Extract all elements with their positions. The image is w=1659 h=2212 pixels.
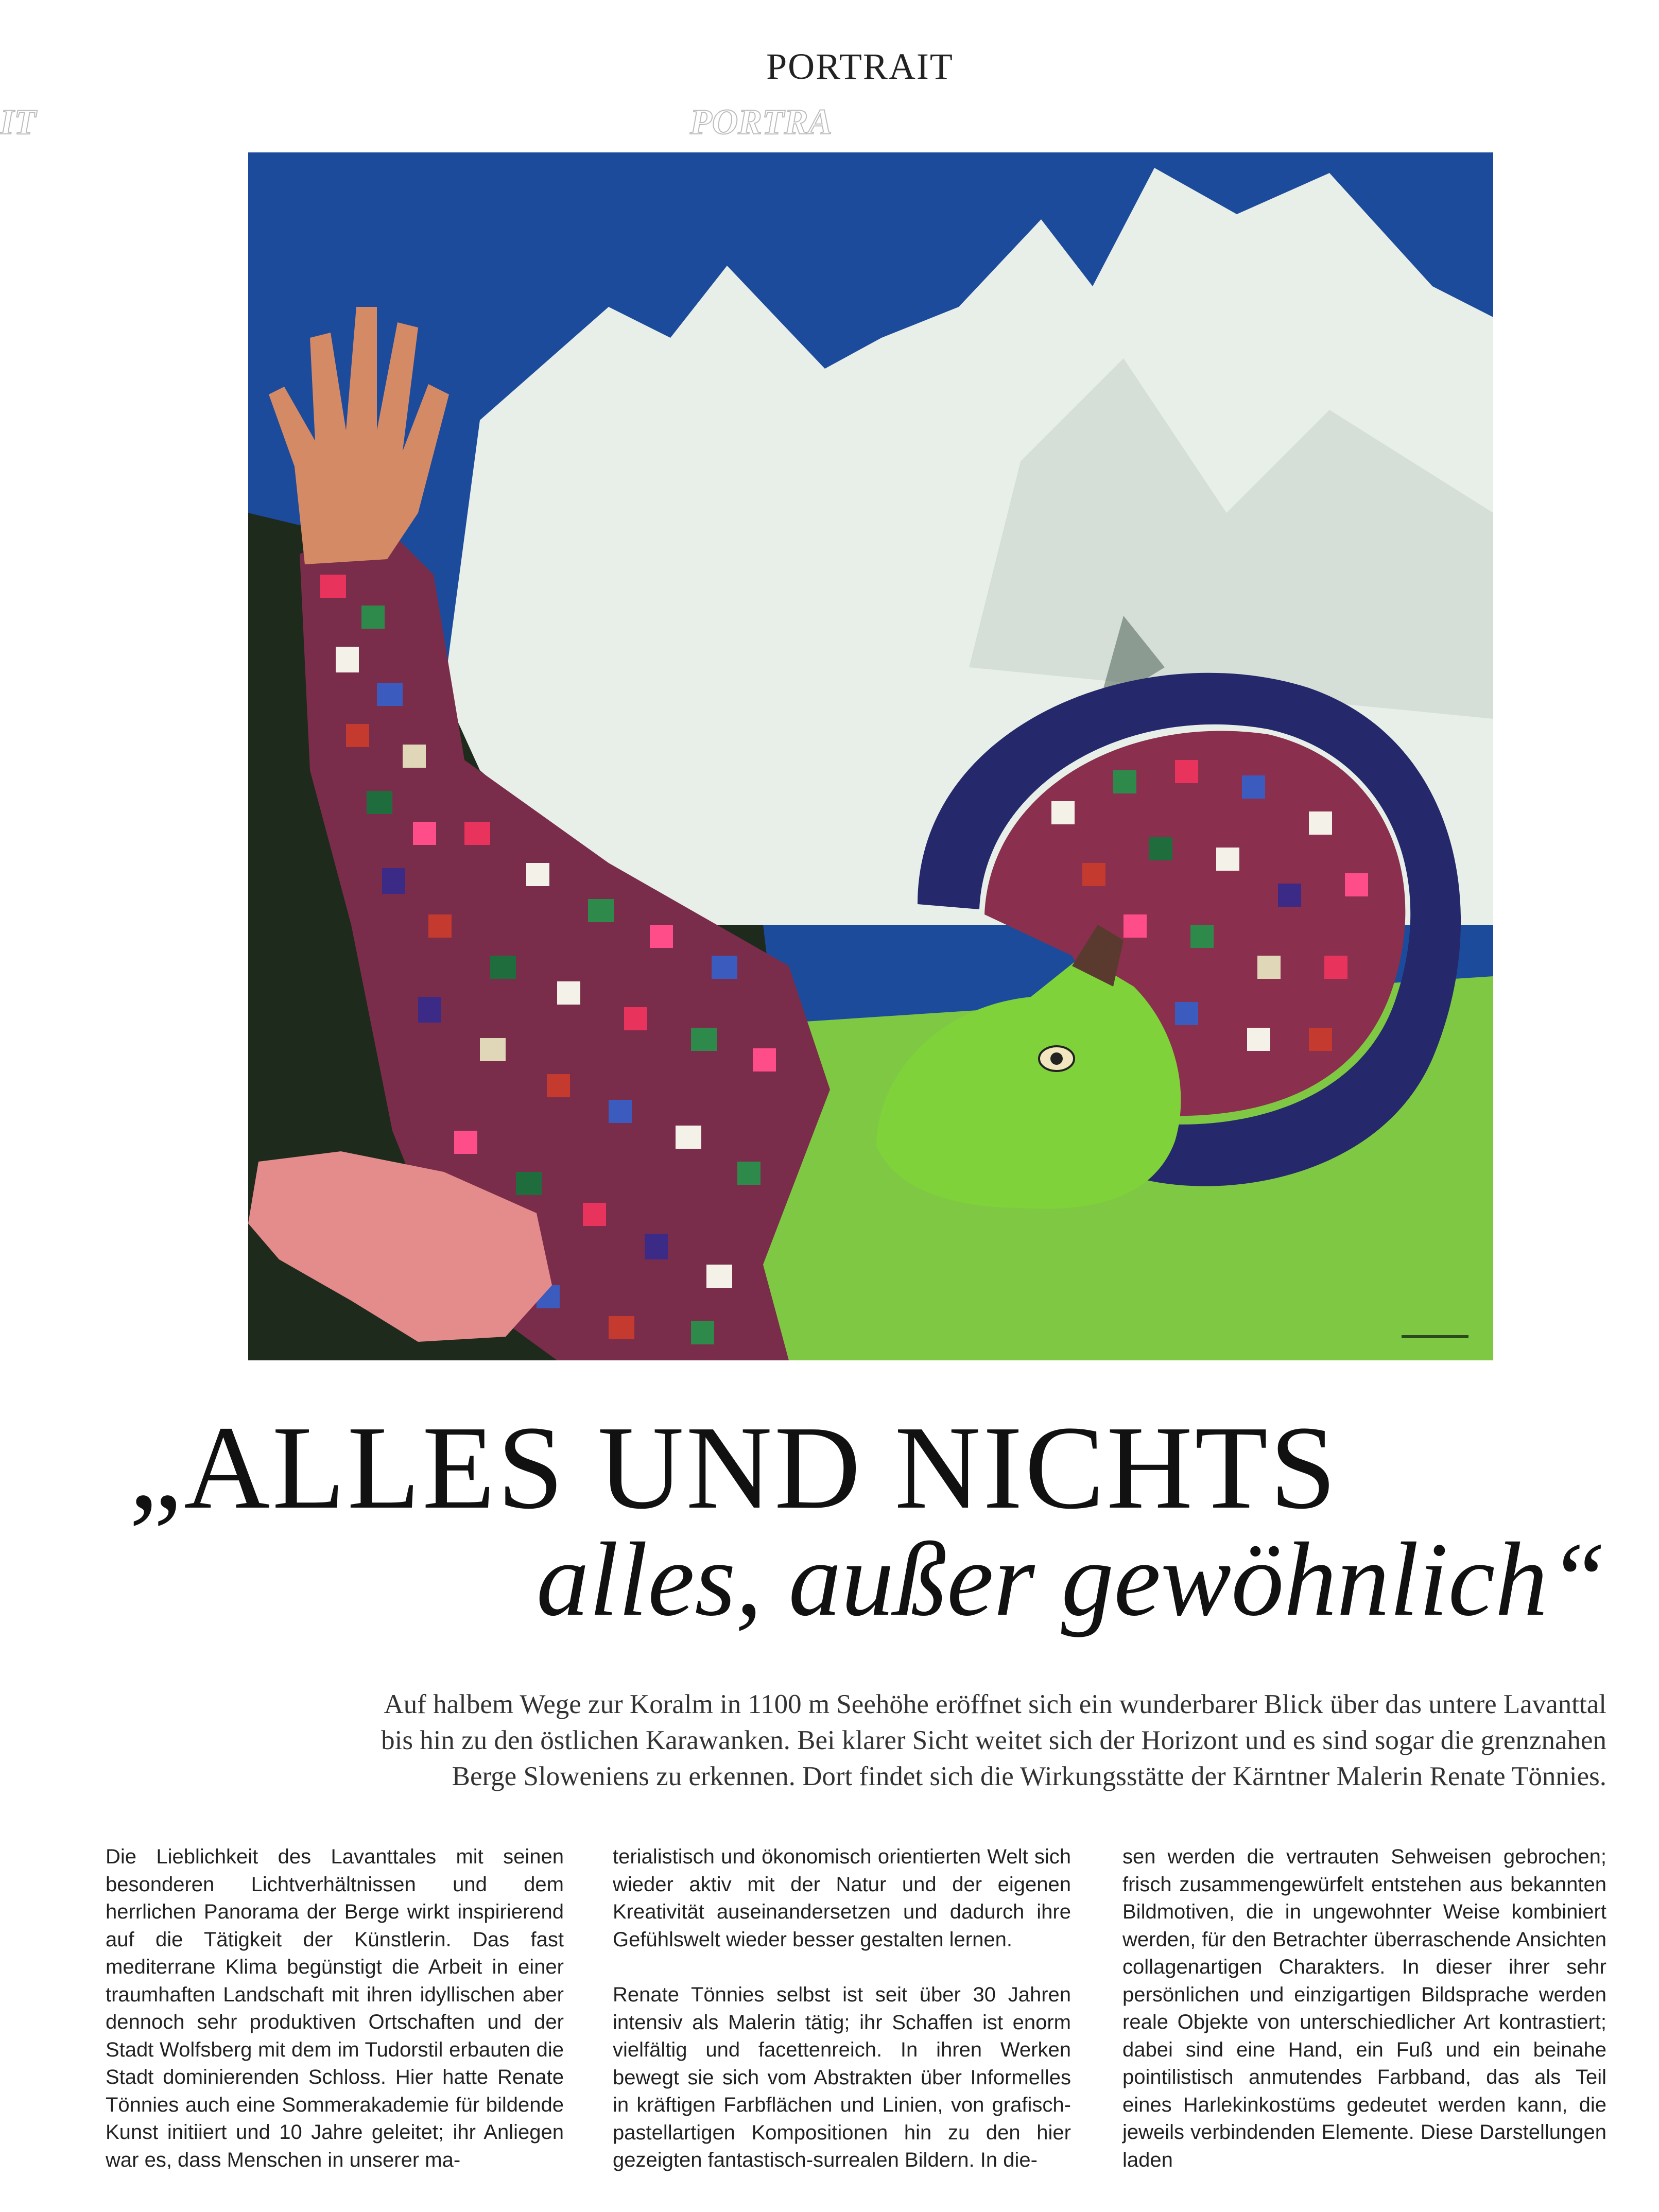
lead-line-1: Auf halbem Wege zur Koralm in 1100 m Seehöhe eröffnet sich ein wunderbarer Blick über das untere Lavanttal: [384, 1689, 1606, 1719]
ram-pupil: [1050, 1052, 1063, 1065]
body-paragraph: Die Lieblichkeit des Lavanttales mit seinen besonderen Lichtverhältnissen und dem herrlichen Panorama der Berge wirkt inspirierend auf die Tätigkeit der Künstlerin. Das fast mediterrane Klima begünstigt die Arbeit in einer traumhaften Landschaft mit ihren idyllischen aber dennoch sehr produktiven Ortschaften und der Stadt Wolfsberg mit dem im Tudorstil erbauten die Stadt dominierenden Schloss. Hier hatte Renate Tönnies auch eine Sommerakademie für bildende Kunst initiiert und 10 Jahre geleitet; ihr Anliegen war es, dass Menschen in unserer ma-: [106, 1845, 564, 2171]
lead-line-3: Berge Sloweniens zu erkennen. Dort findet sich die Wirkungsstätte der Kärntner Malerin Renate Tönnies.: [452, 1761, 1606, 1791]
headline-title: „ALLES UND NICHTS: [129, 1402, 1339, 1534]
body-column-1: [106, 1843, 564, 2202]
artwork-image: [248, 152, 1493, 1360]
section-label: PORTRAIT: [766, 46, 954, 87]
lead-line-2: bis hin zu den östlichen Karawanken. Bei klarer Sicht weitet sich der Horizont und es sind sogar die grenznahen: [381, 1725, 1606, 1755]
headline-subtitle: alles, außer gewöhnlich“: [536, 1521, 1606, 1638]
ghost-text-left: IT: [0, 102, 36, 142]
lead-paragraph: [257, 1686, 1606, 1794]
body-paragraph: terialistisch und ökonomisch orientierten Welt sich wieder aktiv mit der Natur und der eigenen Kreativität auseinandersetzen und dadurch ihre Gefühlswelt wieder besser gestalten lernen.: [613, 1845, 1071, 1951]
ghost-text-mid: PORTRA: [690, 102, 833, 142]
body-paragraph: sen werden die vertrauten Sehweisen gebrochen; frisch zusammengewürfelt entstehen aus bekannten Bildmotiven, die in ungewohnter Weise kombiniert werden, für den Betrachter überraschende Ansichten collagenartigen Charakters. In dieser ihrer sehr persönlichen und einzigartigen Bildsprache werden reale Objekte von unterschiedlicher Art kontrastiert; dabei sind eine Hand, ein Fuß und ein beinahe pointilistisch anmutendes Farbband, das als Teil eines Harlekinkostüms gedeutet werden kann, die jeweils verbindenden Elemente. Diese Darstellungen laden: [1122, 1845, 1606, 2171]
body-column-2: [613, 1843, 1071, 2202]
body-paragraph: Renate Tönnies selbst ist seit über 30 Jahren intensiv als Malerin tätig; ihr Schaffen ist enorm vielfältig und facettenreich. In ihren Werken bewegt sie sich vom Abstrakten über Informelles in kräftigen Farbflächen und Linien, von grafisch-pastellartigen Kompositionen hin zu den hier gezeigten fantastisch-surrealen Bildern. In die-: [613, 1983, 1071, 2171]
body-column-3: [1122, 1843, 1606, 2202]
artwork-painting: [248, 152, 1493, 1360]
